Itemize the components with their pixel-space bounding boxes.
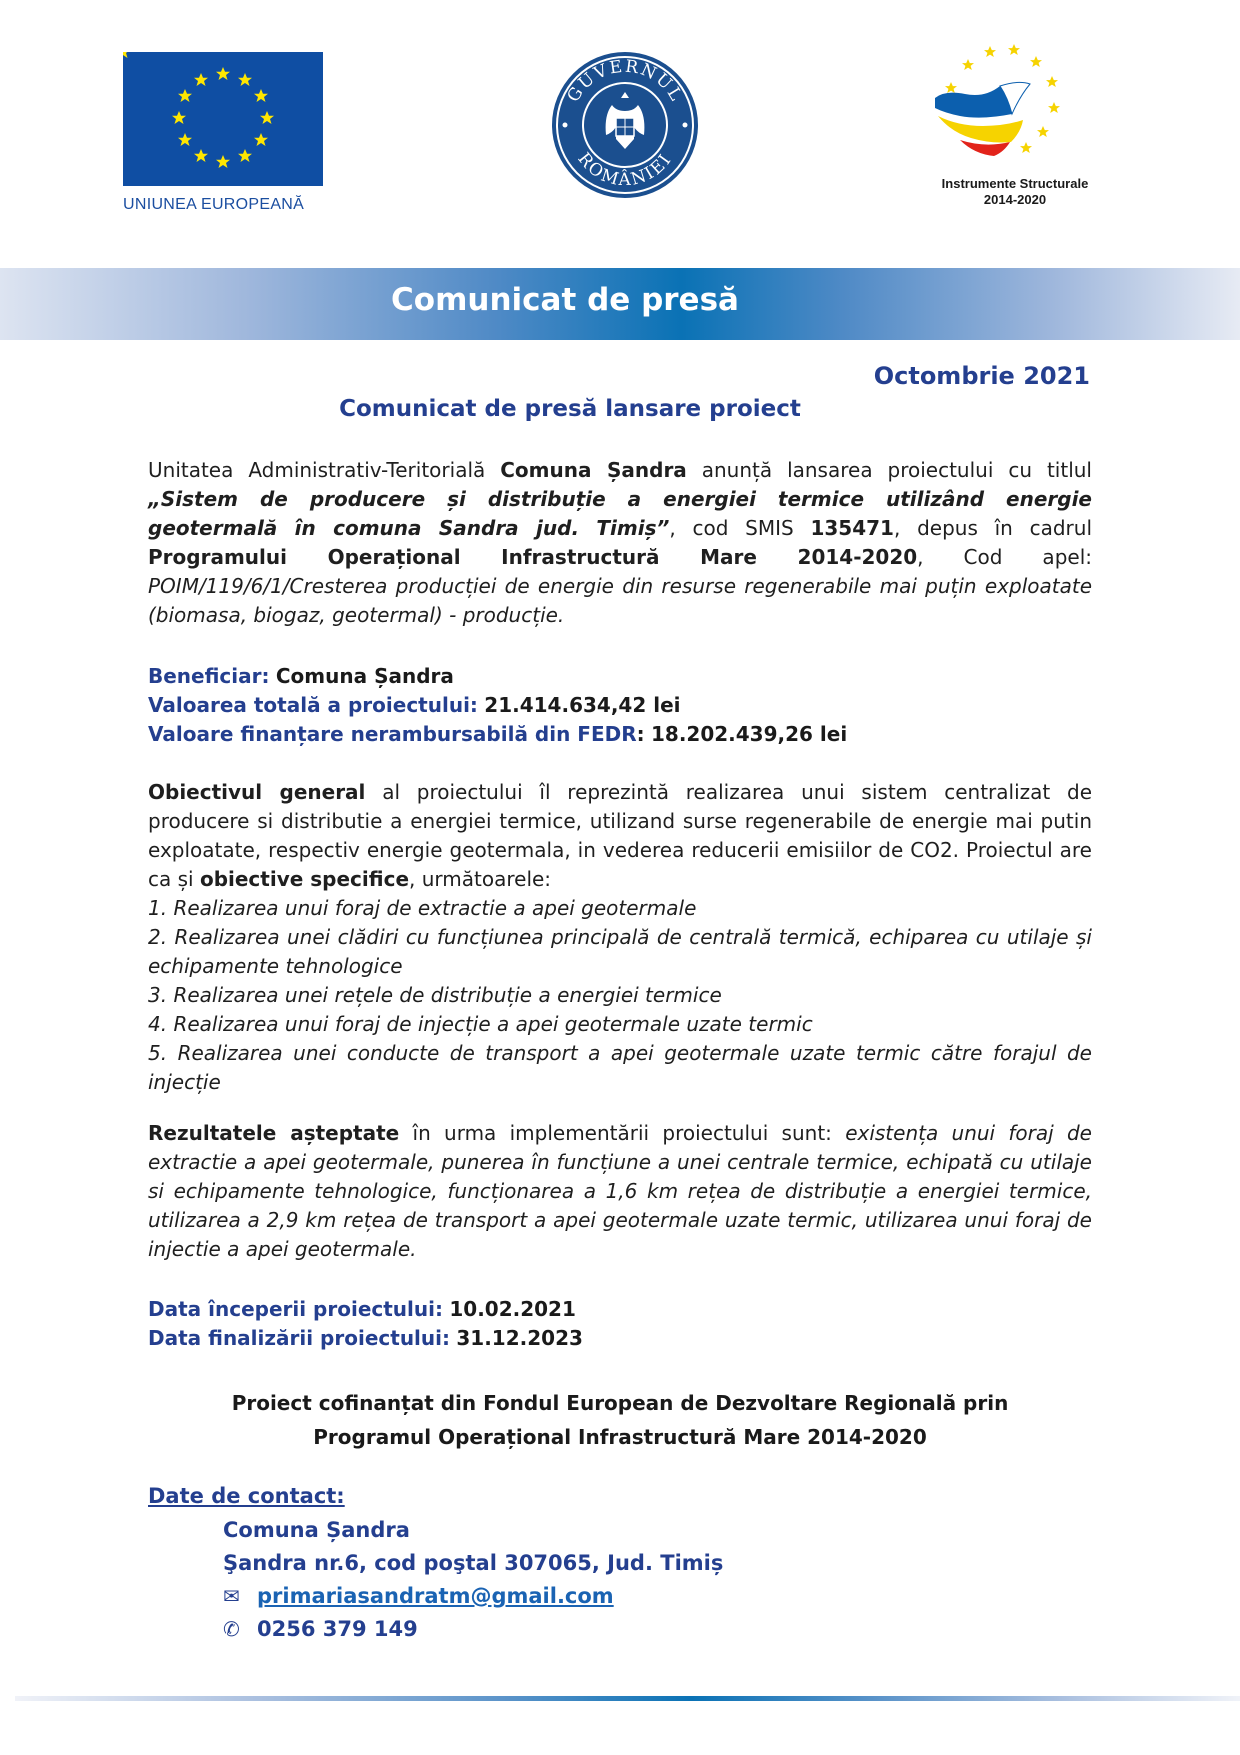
specific-objectives-tail: , următoarele: [409,867,552,891]
contact-name: Comuna Șandra [223,1518,410,1542]
results-text: în urma implementării proiectului sunt: [399,1121,846,1145]
funding-label: Valoare finanțare nerambursabilă din FEDR [148,722,637,746]
total-value-row [148,691,1092,720]
expected-results [148,1119,1092,1264]
release-date: Octombrie 2021 [873,362,1090,390]
svg-text:GUVERNUL: GUVERNUL [563,56,687,106]
envelope-icon: ✉ [223,1584,240,1608]
cofinance-note [0,1386,1240,1454]
smis-code: 135471 [810,516,894,540]
cofinance-line-2: Programul Operațional Infrastructură Mare 2014-2020 [313,1425,927,1449]
svg-text:ROMÂNIEI: ROMÂNIEI [573,149,677,191]
general-objective-text: al proiectului îl reprezintă realizarea unui sistem centralizat de producere si distributie a energiei termice, utilizand surse regenerabile de energie mai putin exploatate, respectiv energie geotermala, in vederea reducerii emisiilor de CO2. Proiectul are ca și [148,780,1092,891]
bottom-divider [15,1696,1240,1701]
contact-email-link[interactable]: primariasandratm@gmail.com [257,1584,614,1608]
beneficiary-value: Comuna Șandra [275,664,454,688]
results-label: Rezultatele așteptate [148,1121,400,1145]
intro-paragraph [148,456,1092,630]
objective-item: 3. Realizarea unei rețele de distribuție a energiei termice [148,983,722,1007]
beneficiary-row [148,662,1092,691]
project-dates [148,1295,1092,1353]
beneficiary-name: Comuna Șandra [500,458,687,482]
caption-line-1: Instrumente Structurale [941,176,1089,191]
beneficiary-label: Beneficiar: [148,664,270,688]
total-value-label: Valoarea totală a proiectului: [148,693,478,717]
project-info [148,662,1092,749]
structural-instruments-logo [930,40,1070,165]
objective-item: 5. Realizarea unei conducte de transport a apei geotermale uzate termic către forajul de injecție [148,1041,1092,1094]
intro-text-5: , Cod apel: [917,545,1092,569]
funding-colon: : [636,722,645,746]
intro-text-4: , depus în cadrul [893,516,1093,540]
intro-text-2: anunță lansarea proiectului cu titlul [686,458,1092,482]
contact-heading: Date de contact: [148,1484,345,1508]
project-title: „Sistem de producere și distribuție a energiei termice utilizând energie geotermală în comuna Sandra jud. Timiș” [148,487,1092,540]
contact-phone: 0256 379 149 [257,1617,418,1641]
objective-item: 4. Realizarea unui foraj de injecție a apei geotermale uzate termic [148,1012,813,1036]
eu-caption: UNIUNEA EUROPEANĂ [123,196,305,213]
intro-text-1: Unitatea Administrativ-Teritorială [148,458,501,482]
specific-objectives-label: obiective specifice [199,867,410,891]
banner-title: Comunicat de presă [391,282,739,318]
start-date-label: Data începerii proiectului: [148,1297,443,1321]
caption-line-2: 2014-2020 [983,192,1047,207]
start-date-value: 10.02.2021 [449,1297,576,1321]
specific-objectives-list [148,894,1092,1097]
structural-instruments-emblem-icon [930,40,1070,165]
call-code: POIM/119/6/1/Cresterea producției de energie din resurse regenerabile mai puțin exploatate (biomasa, biogaz, geotermal) - producție. [148,574,1092,627]
general-objective-label: Obiectivul general [148,780,366,804]
end-date-row [148,1324,1092,1353]
objective-item: 2. Realizarea unei clădiri cu funcțiunea principală de centrală termică, echiparea cu utilaje și echipamente tehnologice [148,925,1092,978]
funding-row [148,720,1092,749]
results-details: existența unui foraj de extractie a apei geotermale, punerea în funcțiune a unei centrale termice, echipată cu utilaje si echipamente tehnologice, funcționarea a 1,6 km rețea de distribuție a energiei termice, utilizarea a 2,9 km rețea de transport a apei geotermale uzate termic, utilizarea unui foraj de injectie a apei geotermale. [148,1121,1092,1261]
phone-icon: ✆ [223,1617,240,1641]
eu-flag-logo [123,52,323,186]
end-date-value: 31.12.2023 [456,1326,583,1350]
total-value: 21.414.634,42 lei [484,693,681,717]
program-name: Programului Operațional Infrastructură Mare 2014-2020 [148,545,918,569]
contact-address: Şandra nr.6, cod poştal 307065, Jud. Timiș [223,1551,724,1575]
start-date-row [148,1295,1092,1324]
contact-phone-row [223,1613,723,1646]
structural-instruments-caption [900,176,1130,208]
cofinance-line-1: Proiect cofinanțat din Fondul European de Dezvoltare Regională prin [231,1391,1009,1415]
romanian-government-logo [550,50,700,200]
end-date-label: Data finalizării proiectului: [148,1326,451,1350]
intro-text-3: , cod SMIS [669,516,811,540]
contact-block [223,1514,723,1646]
eu-stars-icon [123,52,323,186]
objectives-section [148,778,1092,1097]
funding-value: 18.202.439,26 lei [650,722,848,746]
objective-item: 1. Realizarea unui foraj de extractie a apei geotermale [148,896,697,920]
contact-email-row [223,1580,723,1613]
government-seal-icon [550,50,700,200]
page-subtitle: Comunicat de presă lansare proiect [339,396,801,422]
